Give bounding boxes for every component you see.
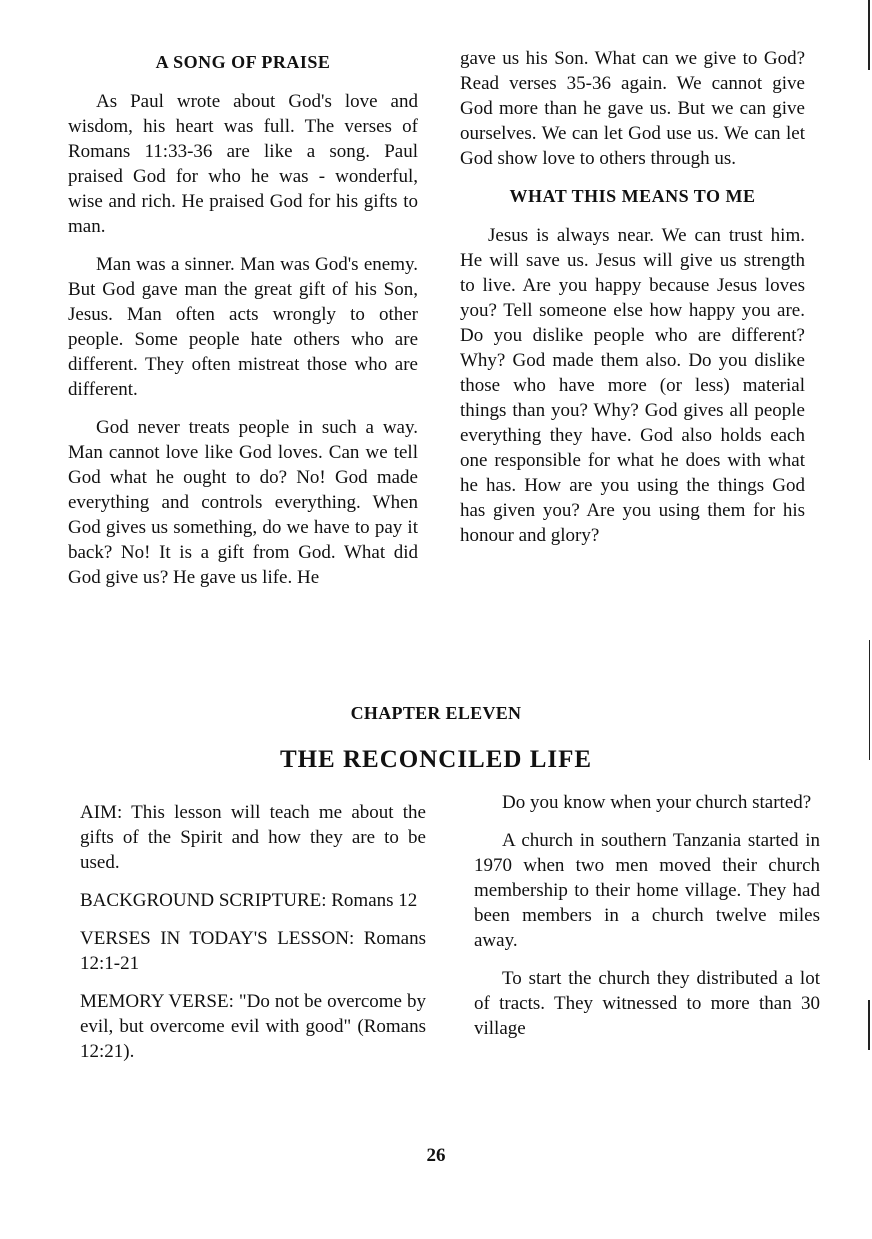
background-scripture: BACKGROUND SCRIPTURE: Romans 12: [80, 890, 418, 911]
memory-verse: MEMORY VERSE: "Do not be overcome by evil, but overcome evil with good" (Romans 12:21).: [80, 991, 426, 1062]
lesson-aim: AIM: This lesson will teach me about the gifts of the Spirit and how they are to be used.: [80, 802, 426, 873]
paragraph: A church in southern Tanzania started in 1970 when two men moved their church membership to their home village. They had been members in a church twelve miles away.: [474, 830, 820, 951]
paragraph: God never treats people in such a way. Man cannot love like God loves. Can we tell God what he ought to do? No! God made everything and controls everything. When God gives us something, do we have to pay it back? No! It is a gift from God. What did God give us? He gave us life. He: [68, 417, 418, 588]
scan-edge-mark: [868, 0, 870, 70]
chapter-title: THE RECONCILED LIFE: [279, 746, 593, 773]
paragraph: Jesus is always near. We can trust him. He will save us. Jesus will give us strength to live. Are you happy because Jesus loves you? Tell someone else how happy you are. Do you dislike people who are different? Why? God made them also. Do you dislike those who have more (or less) material things than you? Why? God gives all people everything they have. God also holds each one responsible for what he does with what he has. How are you using the things God has given you? Are you using them for his honour and glory?: [460, 225, 805, 546]
paragraph: Man was a sinner. Man was God's enemy. But God gave man the great gift of his Son, Jesus. Man often acts wrongly to other people. Some people hate others who are different. They often mistreat those who are different.: [68, 254, 418, 400]
paragraph: Do you know when your church started?: [502, 792, 812, 813]
right-column-bottom: [474, 790, 820, 1054]
paragraph-continuation: gave us his Son. What can we give to God? Read verses 35-36 again. We cannot give God more than he gave us. But we can give ourselves. We can let God use us. We can let God show love to others through us.: [460, 48, 805, 169]
chapter-label: CHAPTER ELEVEN: [350, 703, 522, 723]
left-column-top: [68, 50, 418, 603]
paragraph: As Paul wrote about God's love and wisdom, his heart was full. The verses of Romans 11:33-36 are like a song. Paul praised God for who he was - wonderful, wise and rich. He praised God for his gifts to man.: [68, 91, 418, 237]
lesson-verses: VERSES IN TODAY'S LESSON: Romans 12:1-21: [80, 928, 426, 974]
right-column-top: [460, 46, 805, 561]
scan-edge-mark: [868, 1000, 870, 1050]
page-number: 26: [426, 1145, 446, 1166]
scan-edge-mark: [869, 640, 870, 760]
paragraph: To start the church they distributed a lot of tracts. They witnessed to more than 30 village: [474, 968, 820, 1039]
left-column-bottom: [80, 800, 426, 1077]
section-heading-what-this-means: WHAT THIS MEANS TO ME: [509, 186, 756, 206]
section-heading-song-of-praise: A SONG OF PRAISE: [155, 52, 331, 72]
